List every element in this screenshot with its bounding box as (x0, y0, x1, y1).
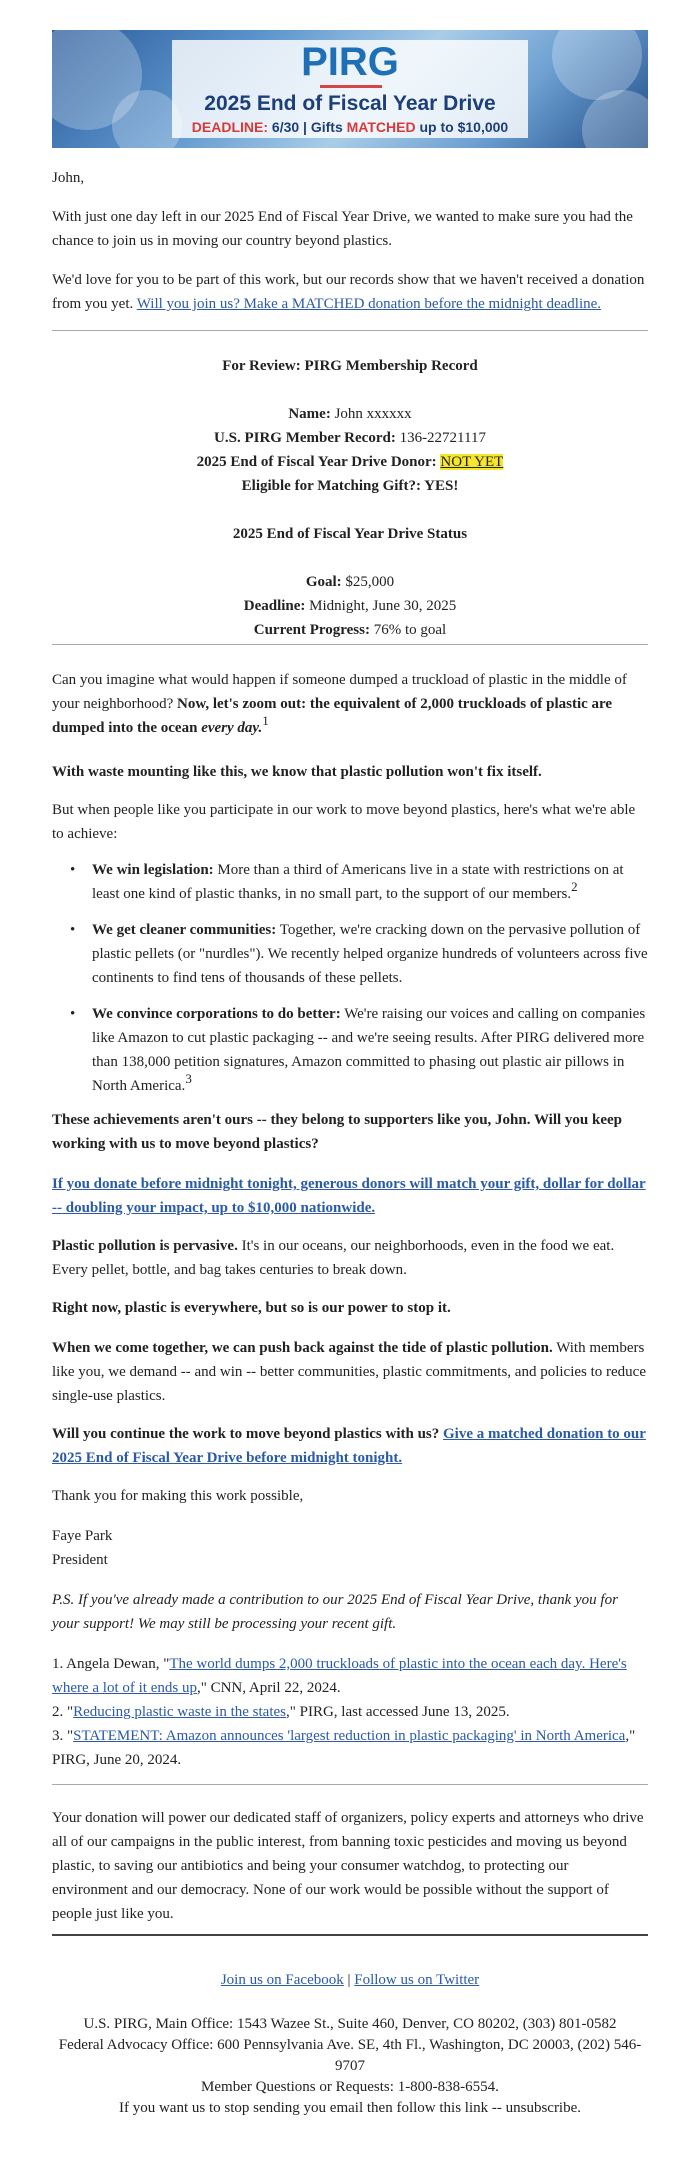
record-member: U.S. PIRG Member Record: 136-22721117 (214, 430, 486, 446)
federal-office: Federal Advocacy Office: 600 Pennsylvania Ave. SE, 4th Fl., Washington, DC 20003, (202) 546-9707 (58, 2037, 642, 2074)
donate-link-3[interactable]: Give a matched donation to our 2025 End of Fiscal Year Drive before midnight tonight. (52, 1426, 646, 1466)
footnote-3-link[interactable]: STATEMENT: Amazon announces 'largest reduction in plastic packaging' in North America (73, 1728, 626, 1744)
intro-paragraph: With just one day left in our 2025 End of Fiscal Year Drive, we wanted to make sure you had the chance to join us in moving our country beyond plastics. (52, 209, 633, 249)
continue-paragraph: Will you continue the work to move beyond plastics with us? Give a matched donation to our 2025 End of Fiscal Year Drive before midnight tonight. (52, 1426, 646, 1466)
list-item: • We convince corporations to do better: We're raising our voices and calling on companies like Amazon to cut plastic packaging -- and we're seeing results. After PIRG delivered more than 138,000 petition signatures, Amazon committed to phasing out plastic air pillows in North America.$^3$ (70, 1006, 646, 1094)
together-paragraph: When we come together, we can push back against the tide of plastic pollution. With members like you, we demand -- and win -- better communities, plastic commitments, and policies to reduce single-use plastics. (52, 1340, 647, 1404)
signer-title: President (52, 1552, 108, 1568)
header-banner[interactable] (52, 30, 648, 148)
record-name: Name: John xxxxxx (288, 406, 412, 422)
footnote-2-link[interactable]: Reducing plastic waste in the states (73, 1704, 286, 1720)
ps-paragraph: P.S. If you've already made a contribution to our 2025 End of Fiscal Year Drive, thank you for your support! We may still be processing your recent gift. (52, 1592, 618, 1632)
facebook-link[interactable]: Join us on Facebook (220, 1972, 344, 1988)
record-title: For Review: PIRG Membership Record (222, 358, 478, 374)
footer-divider (52, 1934, 648, 1936)
status-goal: Goal: $25,000 (305, 574, 395, 590)
pervasive-paragraph: Plastic pollution is pervasive. It's in our oceans, our neighborhoods, even in the food we eat. Every pellet, bottle, and bag takes centuries to break down. (52, 1238, 615, 1278)
donation-power-paragraph: Your donation will power our dedicated staff of organizers, policy experts and attorneys who drive all of our campaigns in the public interest, from banning toxic pesticides and moving us beyond plastic, to saving our antibiotics and being your consumer watchdog, to protecting our environment and our democracy. None of our work would be possible without the support of people just like you. (52, 1810, 644, 1922)
pirg-logo: PIRG (301, 40, 399, 84)
but-when-paragraph: But when people like you participate in our work to move beyond plastics, here's what we're able to achieve: (52, 802, 636, 842)
waste-paragraph: With waste mounting like this, we know that plastic pollution won't fix itself. (52, 764, 542, 780)
status-title: 2025 End of Fiscal Year Drive Status (232, 526, 468, 542)
status-progress: Current Progress: 76% to goal (253, 622, 447, 638)
list-item: • We get cleaner communities: Together, we're cracking down on the pervasive pollution of plastic pellets (or "nurdles"). We recently helped organize hundreds of volunteers across five continents to find tens of thousands of these pellets. (70, 922, 648, 986)
divider (52, 330, 648, 331)
donor-paragraph: We'd love for you to be part of this work, but our records show that we haven't received a donation from you yet. Will you join us? Make a MATCHED donation before the midnight deadline. (52, 272, 645, 312)
member-questions: Member Questions or Requests: 1-800-838-6554. (201, 2079, 499, 2095)
record-eligible: Eligible for Matching Gift?: YES! (241, 478, 459, 494)
footnote-3: 3. "STATEMENT: Amazon announces 'largest reduction in plastic packaging' in North America," PIRG, June 20, 2024. (52, 1728, 636, 1768)
twitter-link[interactable]: Follow us on Twitter (354, 1972, 480, 1988)
not-yet-badge: NOT YET (440, 454, 504, 470)
greeting: John, (52, 170, 85, 186)
donate-link-2[interactable]: If you donate before midnight tonight, generous donors will match your gift, dollar for dollar -- doubling your impact, up to $10,000 nationwide. (52, 1176, 646, 1216)
banner-headline: 2025 End of Fiscal Year Drive (204, 92, 496, 115)
footnote-1-link[interactable]: The world dumps 2,000 truckloads of plastic into the ocean each day. Here's where a lot of it ends up (52, 1656, 627, 1696)
banner-deadline: DEADLINE: 6/30 | Gifts MATCHED up to $10,000 (191, 119, 509, 135)
footnote-2: 2. "Reducing plastic waste in the states," PIRG, last accessed June 13, 2025. (52, 1704, 510, 1720)
logo-underline (320, 85, 382, 88)
list-item: • We win legislation: More than a third of Americans live in a state with restrictions on at least one kind of plastic thanks, in no small part, to the support of our members.$^2$ (70, 862, 624, 902)
main-office: U.S. PIRG, Main Office: 1543 Wazee St., Suite 460, Denver, CO 80202, (303) 801-0582 (83, 2016, 617, 2032)
social-links: Join us on Facebook | Follow us on Twitter (220, 1972, 480, 1988)
record-donor-status: 2025 End of Fiscal Year Drive Donor: NOT YET (196, 454, 504, 470)
unsubscribe-text[interactable]: If you want us to stop sending you email then follow this link -- unsubscribe. (118, 2100, 582, 2116)
donate-link-1[interactable]: Will you join us? Make a MATCHED donation before the midnight deadline. (136, 296, 602, 312)
footnote-ref-1: 1 (262, 713, 269, 728)
divider (52, 1784, 648, 1785)
signer-name: Faye Park (52, 1528, 113, 1544)
achievements-paragraph: These achievements aren't ours -- they belong to supporters like you, John. Will you keep working with us to move beyond plastics? (52, 1112, 623, 1152)
power-paragraph: Right now, plastic is everywhere, but so is our power to stop it. (52, 1300, 451, 1316)
status-deadline: Deadline: Midnight, June 30, 2025 (243, 598, 457, 614)
imagine-paragraph: Can you imagine what would happen if someone dumped a truckload of plastic in the middle of your neighborhood? Now, let's zoom out: the equivalent of 2,000 truckloads of plastic are dumped into the ocean every day.$^1$ (52, 672, 627, 736)
divider (52, 644, 648, 645)
match-paragraph (52, 1172, 648, 1220)
email-body (52, 30, 648, 2116)
thanks: Thank you for making this work possible, (52, 1488, 304, 1504)
footnote-1: 1. Angela Dewan, "The world dumps 2,000 truckloads of plastic into the ocean each day. Here's where a lot of it ends up," CNN, April 22, 2024. (52, 1656, 627, 1696)
